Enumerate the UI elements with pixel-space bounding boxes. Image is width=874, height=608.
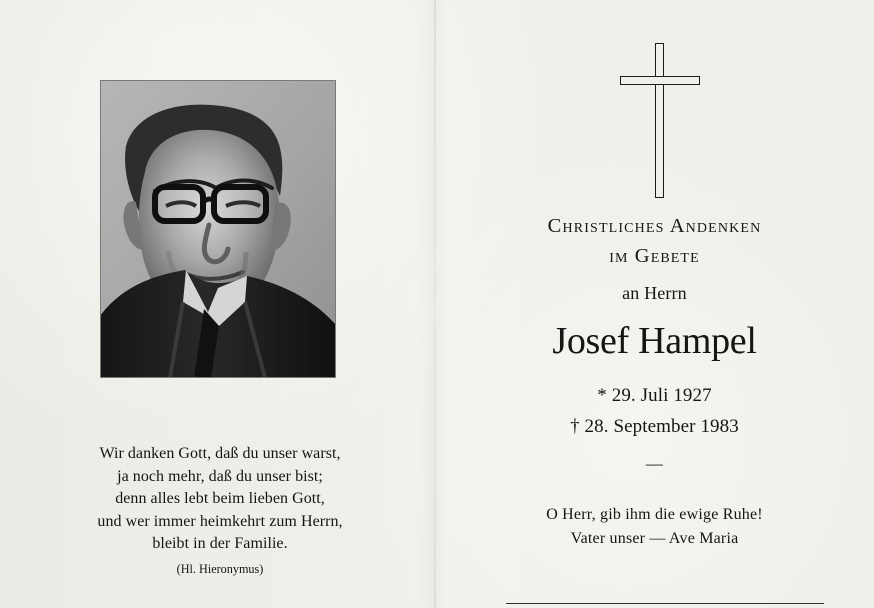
deceased-name: Josef Hampel: [552, 320, 757, 362]
memorial-quote: [55, 443, 385, 556]
portrait-photo: [100, 80, 336, 378]
paper-speck: [302, 151, 303, 152]
quote-line: und wer immer heimkehrt zum Herrn,: [97, 512, 343, 530]
memorial-heading-line: im Gebete: [609, 245, 700, 267]
prayer-line: O Herr, gib ihm die ewige Ruhe!: [546, 506, 763, 523]
quote-line: ja noch mehr, daß du unser bist;: [117, 467, 323, 485]
prayer-line: Vater unser — Ave Maria: [570, 530, 739, 547]
paper-speck: [220, 399, 221, 400]
death-date: † 28. September 1983: [570, 416, 739, 437]
salutation: an Herrn: [622, 283, 687, 303]
cross-center: [657, 78, 662, 83]
bottom-rule: [506, 603, 824, 604]
quote-source: (Hl. Hieronymus): [176, 562, 264, 576]
right-panel: [435, 0, 874, 608]
memorial-heading-line: Christliches Andenken: [547, 215, 762, 237]
latin-cross-icon: [619, 43, 699, 198]
separator-dash: —: [645, 454, 664, 473]
quote-line: Wir danken Gott, daß du unser warst,: [99, 445, 341, 462]
paper-speck: [756, 328, 757, 329]
quote-line: denn alles lebt beim lieben Gott,: [115, 490, 325, 507]
left-panel: [0, 0, 435, 608]
cross-vertical-bar: [655, 43, 664, 198]
paper-speck: [626, 241, 627, 242]
quote-line: bleibt in der Familie.: [152, 535, 288, 552]
birth-date: * 29. Juli 1927: [597, 385, 712, 406]
portrait-image: [100, 80, 336, 378]
